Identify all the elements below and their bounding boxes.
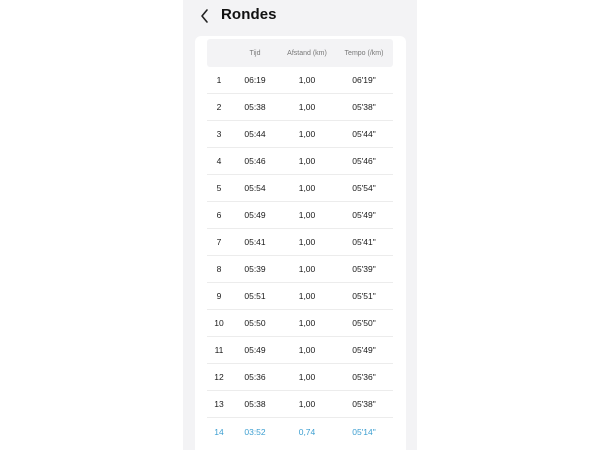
lap-pace-cell: 06'19" bbox=[352, 75, 376, 85]
lap-number-cell: 7 bbox=[216, 237, 222, 247]
lap-number-cell: 4 bbox=[216, 156, 222, 166]
lap-pace-cell: 05'49" bbox=[352, 345, 376, 355]
lap-pace-cell: 05'38" bbox=[352, 399, 376, 409]
lap-number-cell: 13 bbox=[214, 399, 224, 409]
lap-distance-cell: 1,00 bbox=[298, 75, 316, 85]
table-row bbox=[207, 148, 393, 175]
lap-time-cell: 05:39 bbox=[244, 264, 266, 274]
lap-pace-cell: 05'36" bbox=[352, 372, 376, 382]
column-header-distance: Afstand (km) bbox=[287, 49, 327, 57]
lap-pace-cell: 05'49" bbox=[352, 210, 376, 220]
header-bar bbox=[183, 0, 417, 34]
lap-time-cell: 05:36 bbox=[244, 372, 266, 382]
table-row bbox=[207, 256, 393, 283]
lap-distance-cell: 1,00 bbox=[298, 102, 316, 112]
lap-number-cell: 3 bbox=[216, 129, 222, 139]
lap-pace-cell: 05'54" bbox=[352, 183, 376, 193]
lap-pace-cell: 05'41" bbox=[352, 237, 376, 247]
lap-number-cell: 2 bbox=[216, 102, 222, 112]
lap-distance-cell: 1,00 bbox=[298, 264, 316, 274]
lap-time-cell: 05:38 bbox=[244, 399, 266, 409]
lap-number-cell: 6 bbox=[216, 210, 222, 220]
lap-number-cell: 11 bbox=[214, 345, 224, 355]
lap-number-cell: 1 bbox=[216, 75, 222, 85]
back-button[interactable] bbox=[197, 6, 215, 26]
lap-number-cell: 5 bbox=[216, 183, 222, 193]
lap-time-cell: 05:38 bbox=[244, 102, 266, 112]
table-row bbox=[207, 337, 393, 364]
column-header-pace: Tempo (/km) bbox=[344, 49, 384, 57]
table-row bbox=[207, 283, 393, 310]
lap-time-cell: 05:50 bbox=[244, 318, 266, 328]
lap-time-cell: 06:19 bbox=[244, 75, 266, 85]
table-row bbox=[207, 175, 393, 202]
lap-pace-cell: 05'51" bbox=[352, 291, 376, 301]
lap-distance-cell: 1,00 bbox=[298, 237, 316, 247]
lap-pace-cell: 05'39" bbox=[352, 264, 376, 274]
lap-time-cell: 05:41 bbox=[244, 237, 266, 247]
laps-table-card bbox=[195, 36, 406, 450]
table-header bbox=[207, 39, 393, 67]
chevron-left-icon bbox=[197, 6, 215, 26]
lap-distance-cell: 1,00 bbox=[298, 129, 316, 139]
table-row bbox=[207, 202, 393, 229]
table-row bbox=[207, 94, 393, 121]
lap-number-cell: 8 bbox=[216, 264, 222, 274]
lap-time-cell: 03:52 bbox=[244, 426, 266, 437]
lap-distance-cell: 1,00 bbox=[298, 183, 316, 193]
laps-screen bbox=[183, 0, 417, 450]
lap-time-cell: 05:54 bbox=[244, 183, 266, 193]
lap-number-cell: 14 bbox=[214, 426, 224, 437]
lap-distance-cell: 1,00 bbox=[298, 156, 316, 166]
table-row bbox=[207, 310, 393, 337]
lap-number-cell: 10 bbox=[214, 318, 224, 328]
lap-pace-cell: 05'44" bbox=[352, 129, 376, 139]
lap-distance-cell: 1,00 bbox=[298, 399, 316, 409]
lap-pace-cell: 05'46" bbox=[352, 156, 376, 166]
table-row bbox=[207, 121, 393, 148]
lap-number-cell: 12 bbox=[214, 372, 224, 382]
page-title: Rondes bbox=[221, 6, 277, 23]
column-header-number bbox=[207, 39, 231, 67]
lap-distance-cell: 1,00 bbox=[298, 318, 316, 328]
column-header-time: Tijd bbox=[249, 49, 261, 57]
lap-distance-cell: 0,74 bbox=[298, 426, 316, 437]
table-row bbox=[207, 418, 393, 445]
lap-distance-cell: 1,00 bbox=[298, 345, 316, 355]
lap-time-cell: 05:44 bbox=[244, 129, 266, 139]
lap-time-cell: 05:46 bbox=[244, 156, 266, 166]
lap-distance-cell: 1,00 bbox=[298, 291, 316, 301]
table-row bbox=[207, 391, 393, 418]
lap-distance-cell: 1,00 bbox=[298, 210, 316, 220]
lap-distance-cell: 1,00 bbox=[298, 372, 316, 382]
laps-table-body bbox=[207, 67, 393, 445]
lap-time-cell: 05:49 bbox=[244, 210, 266, 220]
table-row bbox=[207, 229, 393, 256]
lap-pace-cell: 05'14" bbox=[352, 426, 376, 437]
lap-pace-cell: 05'38" bbox=[352, 102, 376, 112]
lap-pace-cell: 05'50" bbox=[352, 318, 376, 328]
lap-time-cell: 05:49 bbox=[244, 345, 266, 355]
lap-number-cell: 9 bbox=[216, 291, 222, 301]
table-row bbox=[207, 67, 393, 94]
table-row bbox=[207, 364, 393, 391]
lap-time-cell: 05:51 bbox=[244, 291, 266, 301]
